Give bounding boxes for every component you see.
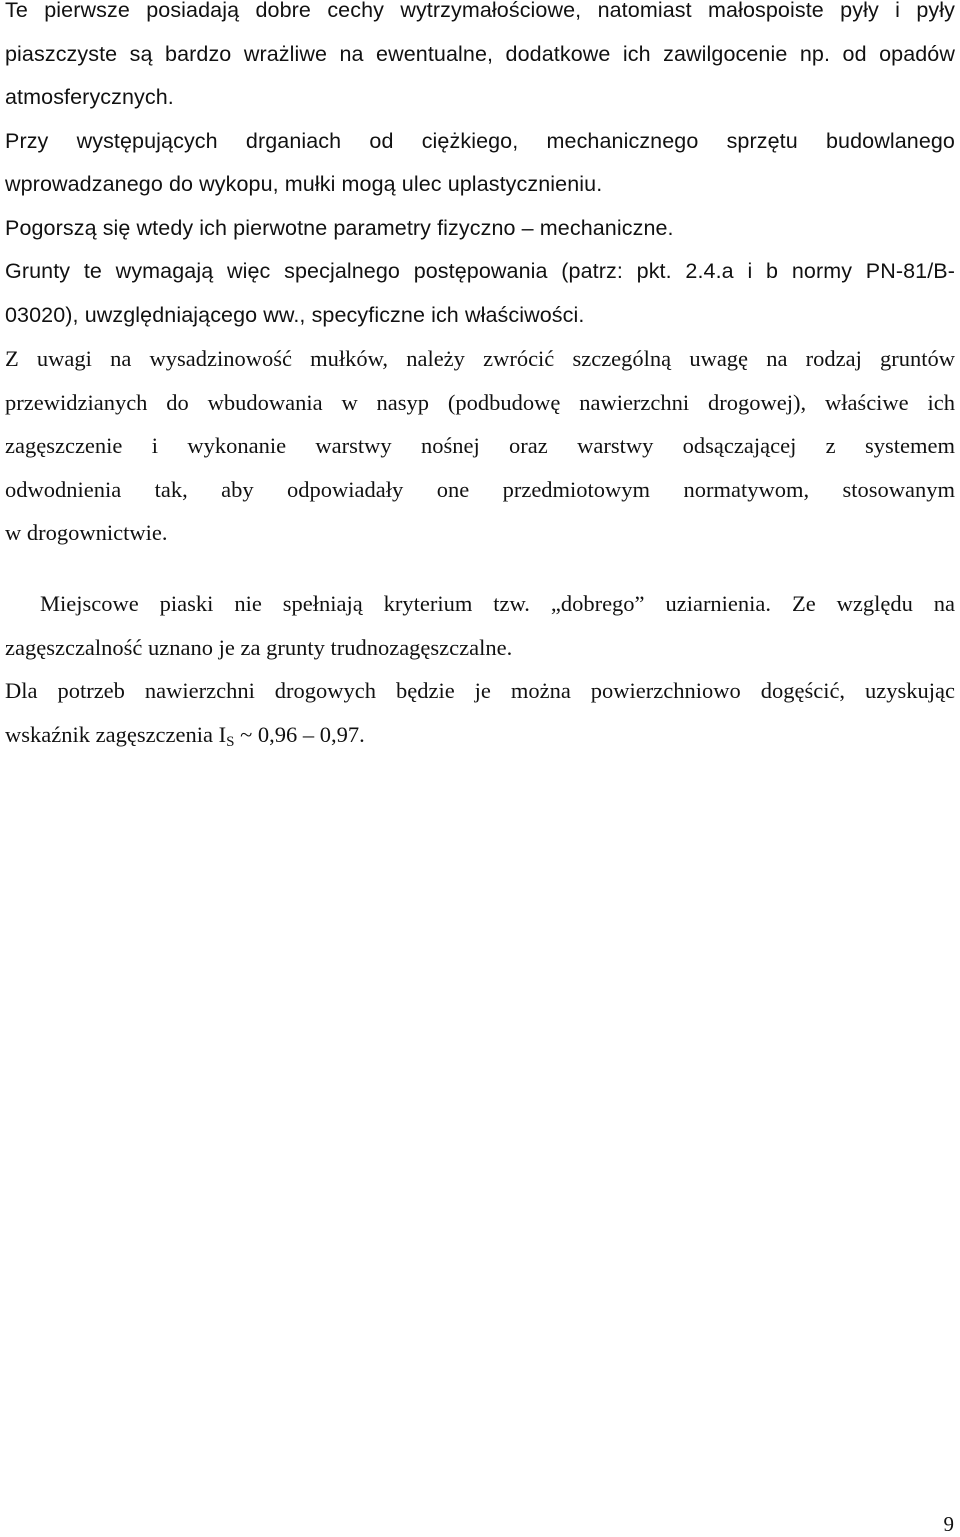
text-line: odwodnienia tak, aby odpowiadały one przedmiotowym normatywom, stosowanym: [5, 476, 955, 502]
sans-paragraph: [5, 0, 955, 337]
text-fragment: ~ 0,96 – 0,97.: [234, 721, 365, 747]
text-line: atmosferycznych.: [5, 85, 174, 109]
subscript-text: S: [226, 733, 235, 750]
text-line: w drogownictwie.: [5, 520, 168, 545]
text-line-with-subscript: [5, 713, 955, 765]
final-paragraph: [5, 582, 955, 764]
text-line: 03020), uwzględniającego ww., specyficzne ich właściwości.: [5, 302, 585, 327]
text-fragment: wskaźnik zagęszczenia I: [5, 721, 227, 747]
text-line: Te pierwsze posiadają dobre cechy wytrzymałościowe, natomiast małospoiste pyły i pyły: [5, 0, 955, 22]
text-line: zagęszczalność uznano je za grunty trudnozagęszczalne.: [5, 634, 513, 660]
serif-paragraph: [5, 337, 955, 555]
text-line: Przy występujących drganiach od ciężkiego, mechanicznego sprzętu budowlanego: [5, 128, 955, 153]
text-line: Pogorszą się wtedy ich pierwotne parametry fizyczno – mechaniczne.: [5, 215, 674, 240]
text-line: przewidzianych do wbudowania w nasyp (podbudowę nawierzchni drogowej), właściwe ich: [5, 389, 955, 415]
text-line: Miejscowe piaski nie spełniają kryterium tzw. „dobrego” uziarnienia. Ze względu na: [40, 591, 955, 616]
text-line: wprowadzanego do wykopu, mułki mogą ulec uplastycznieniu.: [5, 172, 603, 196]
text-line: Dla potrzeb nawierzchni drogowych będzie je można powierzchniowo dogęścić, uzyskując: [5, 678, 955, 703]
page-number: 9: [943, 1512, 954, 1536]
text-line: Z uwagi na wysadzinowość mułków, należy zwrócić szczególną uwagę na rodzaj gruntów: [5, 346, 955, 371]
text-line: zagęszczenie i wykonanie warstwy nośnej oraz warstwy odsączającej z systemem: [5, 433, 955, 458]
text-line: Grunty te wymagają więc specjalnego postępowania (patrz: pkt. 2.4.a i b normy PN-81/B-: [5, 259, 955, 283]
text-line: piaszczyste są bardzo wrażliwe na ewentualne, dodatkowe ich zawilgocenie np. od opadów: [5, 41, 955, 66]
